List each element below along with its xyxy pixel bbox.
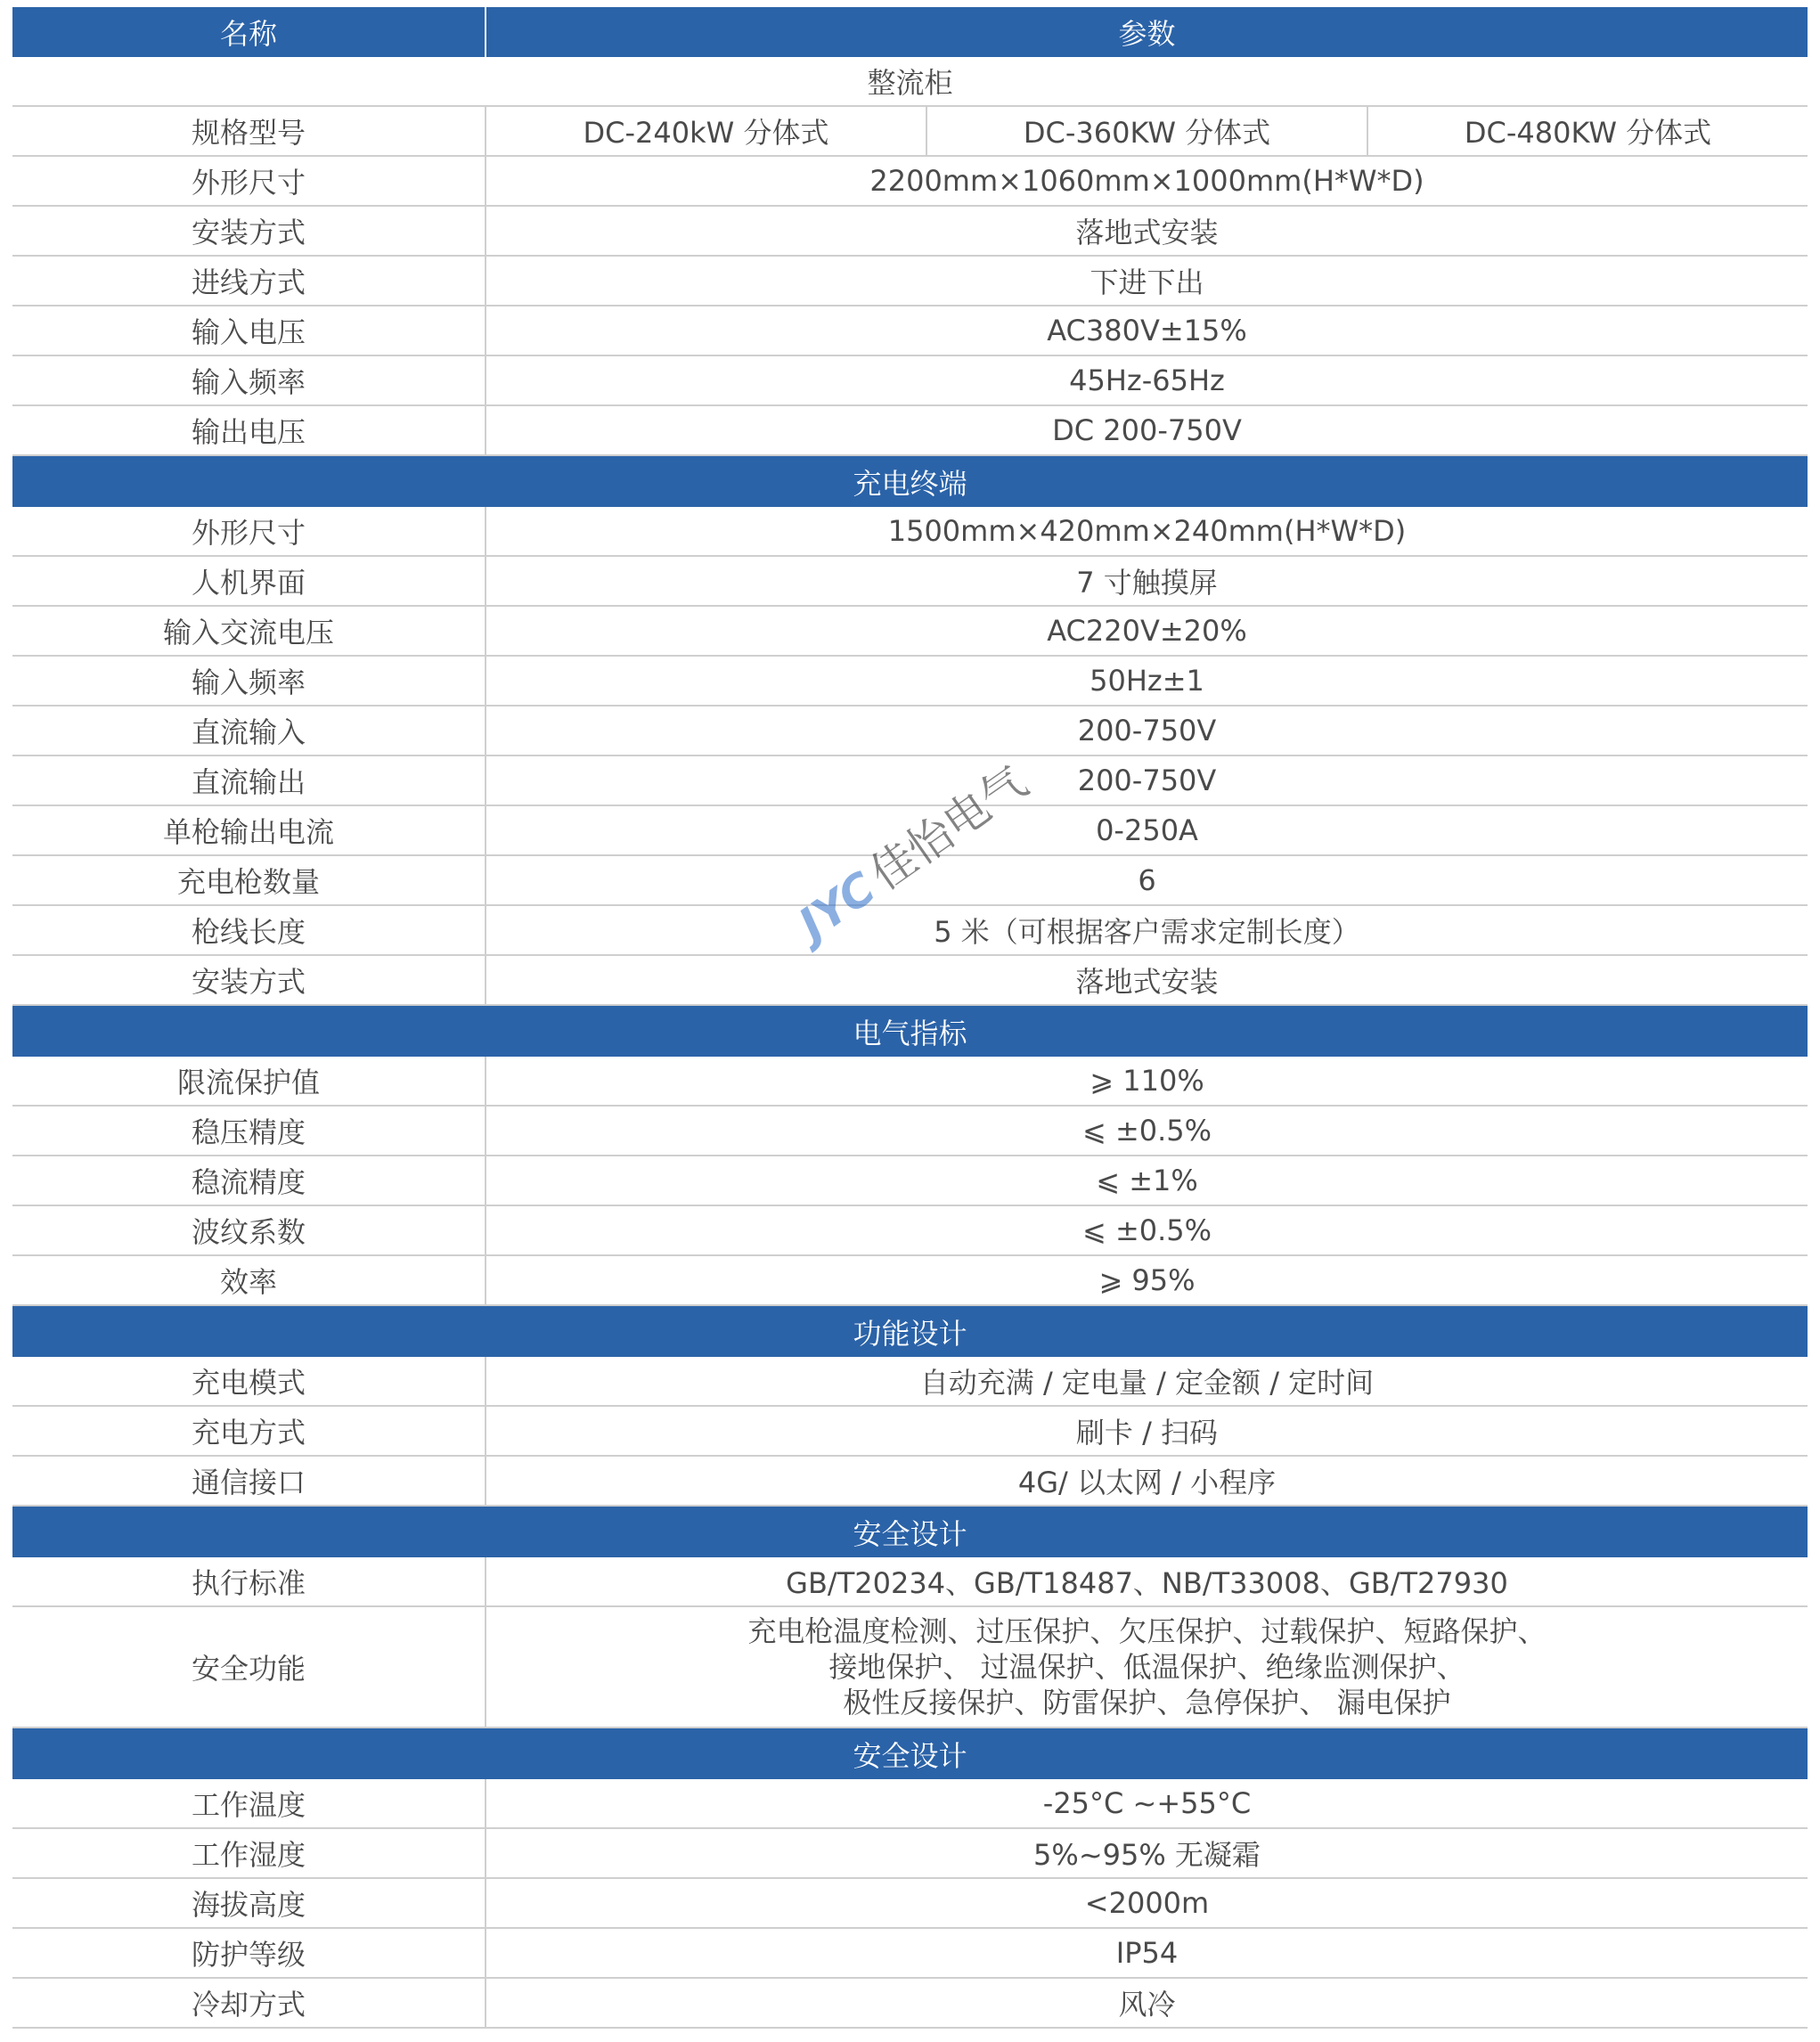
row-name: 安装方式 xyxy=(12,956,486,1004)
row-value: 200-750V xyxy=(1077,764,1217,797)
row-value: 50Hz±1 xyxy=(1090,664,1204,698)
table-row xyxy=(12,906,1808,956)
table-row xyxy=(12,257,1808,306)
table-row xyxy=(12,356,1808,406)
row-name: 输入频率 xyxy=(12,657,486,705)
table-row xyxy=(12,1057,1808,1107)
section-title: 安全设计 xyxy=(853,1738,967,1773)
table-row xyxy=(12,956,1808,1006)
row-name: 直流输入 xyxy=(12,707,486,755)
row-name: 进线方式 xyxy=(12,257,486,305)
row-name: 冷却方式 xyxy=(12,1979,486,2027)
row-value: ⩽ ±1% xyxy=(1096,1164,1198,1197)
row-value: 落地式安装 xyxy=(1075,216,1219,249)
row-name: 充电枪数量 xyxy=(12,856,486,904)
table-row xyxy=(12,507,1808,557)
row-value: 刷卡 / 扫码 xyxy=(1075,1416,1219,1450)
table-row xyxy=(12,157,1808,207)
row-name: 通信接口 xyxy=(12,1457,486,1505)
section-banner-electrical xyxy=(12,1006,1808,1057)
table-row xyxy=(12,1256,1808,1306)
row-value: 200-750V xyxy=(1077,714,1217,747)
row-value: ⩽ ±0.5% xyxy=(1081,1114,1212,1148)
spec-table xyxy=(12,7,1808,2029)
row-value: 4G/ 以太网 / 小程序 xyxy=(1017,1466,1277,1499)
section-title: 功能设计 xyxy=(853,1316,967,1351)
row-name: 安全功能 xyxy=(12,1607,486,1727)
row-value: AC220V±20% xyxy=(1047,614,1247,648)
row-name: 输出电压 xyxy=(12,406,486,454)
section-title: 安全设计 xyxy=(853,1516,967,1551)
safety-line: 极性反接保护、防雷保护、急停保护、 漏电保护 xyxy=(843,1686,1451,1719)
row-name: 规格型号 xyxy=(12,107,486,155)
row-name: 工作温度 xyxy=(12,1779,486,1827)
row-name: 工作湿度 xyxy=(12,1829,486,1877)
section-banner-function xyxy=(12,1306,1808,1357)
table-row xyxy=(12,1829,1808,1879)
table-row xyxy=(12,1779,1808,1829)
row-value: 5 米（可根据客户需求定制长度） xyxy=(934,915,1360,949)
row-value-multiline xyxy=(486,1607,1808,1727)
row-value: 下进下出 xyxy=(1090,265,1204,299)
row-value: 6 xyxy=(1138,863,1156,897)
row-name: 枪线长度 xyxy=(12,906,486,954)
row-name: 效率 xyxy=(12,1256,486,1304)
row-value: GB/T20234、GB/T18487、NB/T33008、GB/T27930 xyxy=(786,1566,1508,1600)
row-name: 限流保护值 xyxy=(12,1057,486,1105)
row-name: 安装方式 xyxy=(12,207,486,255)
model-360: DC-360KW 分体式 xyxy=(927,107,1368,155)
table-row xyxy=(12,1107,1808,1156)
table-row xyxy=(12,1206,1808,1256)
row-name: 稳流精度 xyxy=(12,1156,486,1205)
header-param: 参数 xyxy=(1118,17,1176,51)
safety-line: 接地保护、 过温保护、低温保护、绝缘监测保护、 xyxy=(828,1650,1465,1684)
row-name: 输入电压 xyxy=(12,306,486,355)
table-row xyxy=(12,856,1808,906)
model-240: DC-240kW 分体式 xyxy=(486,107,927,155)
row-name: 人机界面 xyxy=(12,557,486,605)
row-value: DC 200-750V xyxy=(1052,413,1242,447)
row-value: 5%~95% 无凝霜 xyxy=(1033,1838,1261,1872)
table-row xyxy=(12,756,1808,806)
table-row xyxy=(12,1357,1808,1407)
row-name: 直流输出 xyxy=(12,756,486,805)
model-480: DC-480KW 分体式 xyxy=(1464,116,1712,150)
table-row xyxy=(12,1879,1808,1929)
row-value: -25°C ~+55°C xyxy=(1042,1786,1252,1820)
row-value: ⩾ 110% xyxy=(1090,1064,1204,1098)
row-name: 充电方式 xyxy=(12,1407,486,1455)
row-name: 输入交流电压 xyxy=(12,607,486,655)
row-value: 45Hz-65Hz xyxy=(1069,363,1225,397)
section-title: 整流柜 xyxy=(867,66,953,100)
table-row xyxy=(12,1156,1808,1206)
table-header xyxy=(12,7,1808,57)
row-value: 落地式安装 xyxy=(1075,965,1219,999)
table-row-models xyxy=(12,107,1808,157)
table-row xyxy=(12,306,1808,356)
table-row xyxy=(12,406,1808,456)
section-banner-safety xyxy=(12,1507,1808,1557)
row-name: 充电模式 xyxy=(12,1357,486,1405)
table-row xyxy=(12,1457,1808,1507)
row-value: <2000m xyxy=(1084,1886,1210,1920)
row-value: ⩽ ±0.5% xyxy=(1081,1213,1212,1247)
row-name: 波纹系数 xyxy=(12,1206,486,1254)
row-name: 外形尺寸 xyxy=(12,157,486,205)
row-name: 执行标准 xyxy=(12,1557,486,1605)
section-title-rectifier xyxy=(12,57,1808,107)
row-name: 防护等级 xyxy=(12,1929,486,1977)
table-row xyxy=(12,607,1808,657)
watermark-text: 佳怡电气 xyxy=(861,756,1037,901)
row-value: 1500mm×420mm×240mm(H*W*D) xyxy=(887,514,1407,548)
section-banner-environment xyxy=(12,1728,1808,1779)
row-name: 外形尺寸 xyxy=(12,507,486,555)
table-row xyxy=(12,1557,1808,1607)
row-value: 自动充满 / 定电量 / 定金额 / 定时间 xyxy=(919,1366,1375,1400)
row-name: 稳压精度 xyxy=(12,1107,486,1155)
table-row-safety-functions xyxy=(12,1607,1808,1728)
table-row xyxy=(12,707,1808,756)
table-row xyxy=(12,1979,1808,2029)
section-banner-terminal xyxy=(12,456,1808,507)
row-name: 海拔高度 xyxy=(12,1879,486,1927)
section-title: 电气指标 xyxy=(853,1016,967,1050)
row-value: IP54 xyxy=(1115,1936,1179,1970)
row-name: 输入频率 xyxy=(12,356,486,404)
row-value: 2200mm×1060mm×1000mm(H*W*D) xyxy=(869,164,1424,198)
table-row xyxy=(12,657,1808,707)
table-row xyxy=(12,207,1808,257)
row-value: AC380V±15% xyxy=(1047,314,1247,347)
table-row xyxy=(12,1407,1808,1457)
row-value-models xyxy=(486,107,1808,155)
table-row xyxy=(12,557,1808,607)
row-value: 7 寸触摸屏 xyxy=(1076,566,1218,600)
table-row xyxy=(12,806,1808,856)
watermark-mark: JYC xyxy=(789,862,886,951)
header-name: 名称 xyxy=(12,7,486,57)
row-value: 0-250A xyxy=(1096,813,1198,847)
safety-line: 充电枪温度检测、过压保护、欠压保护、过载保护、短路保护、 xyxy=(747,1614,1547,1648)
section-title: 充电终端 xyxy=(853,466,967,501)
row-value: ⩾ 95% xyxy=(1098,1263,1196,1297)
table-row xyxy=(12,1929,1808,1979)
row-value: 风冷 xyxy=(1118,1988,1176,2022)
row-name: 单枪输出电流 xyxy=(12,806,486,854)
